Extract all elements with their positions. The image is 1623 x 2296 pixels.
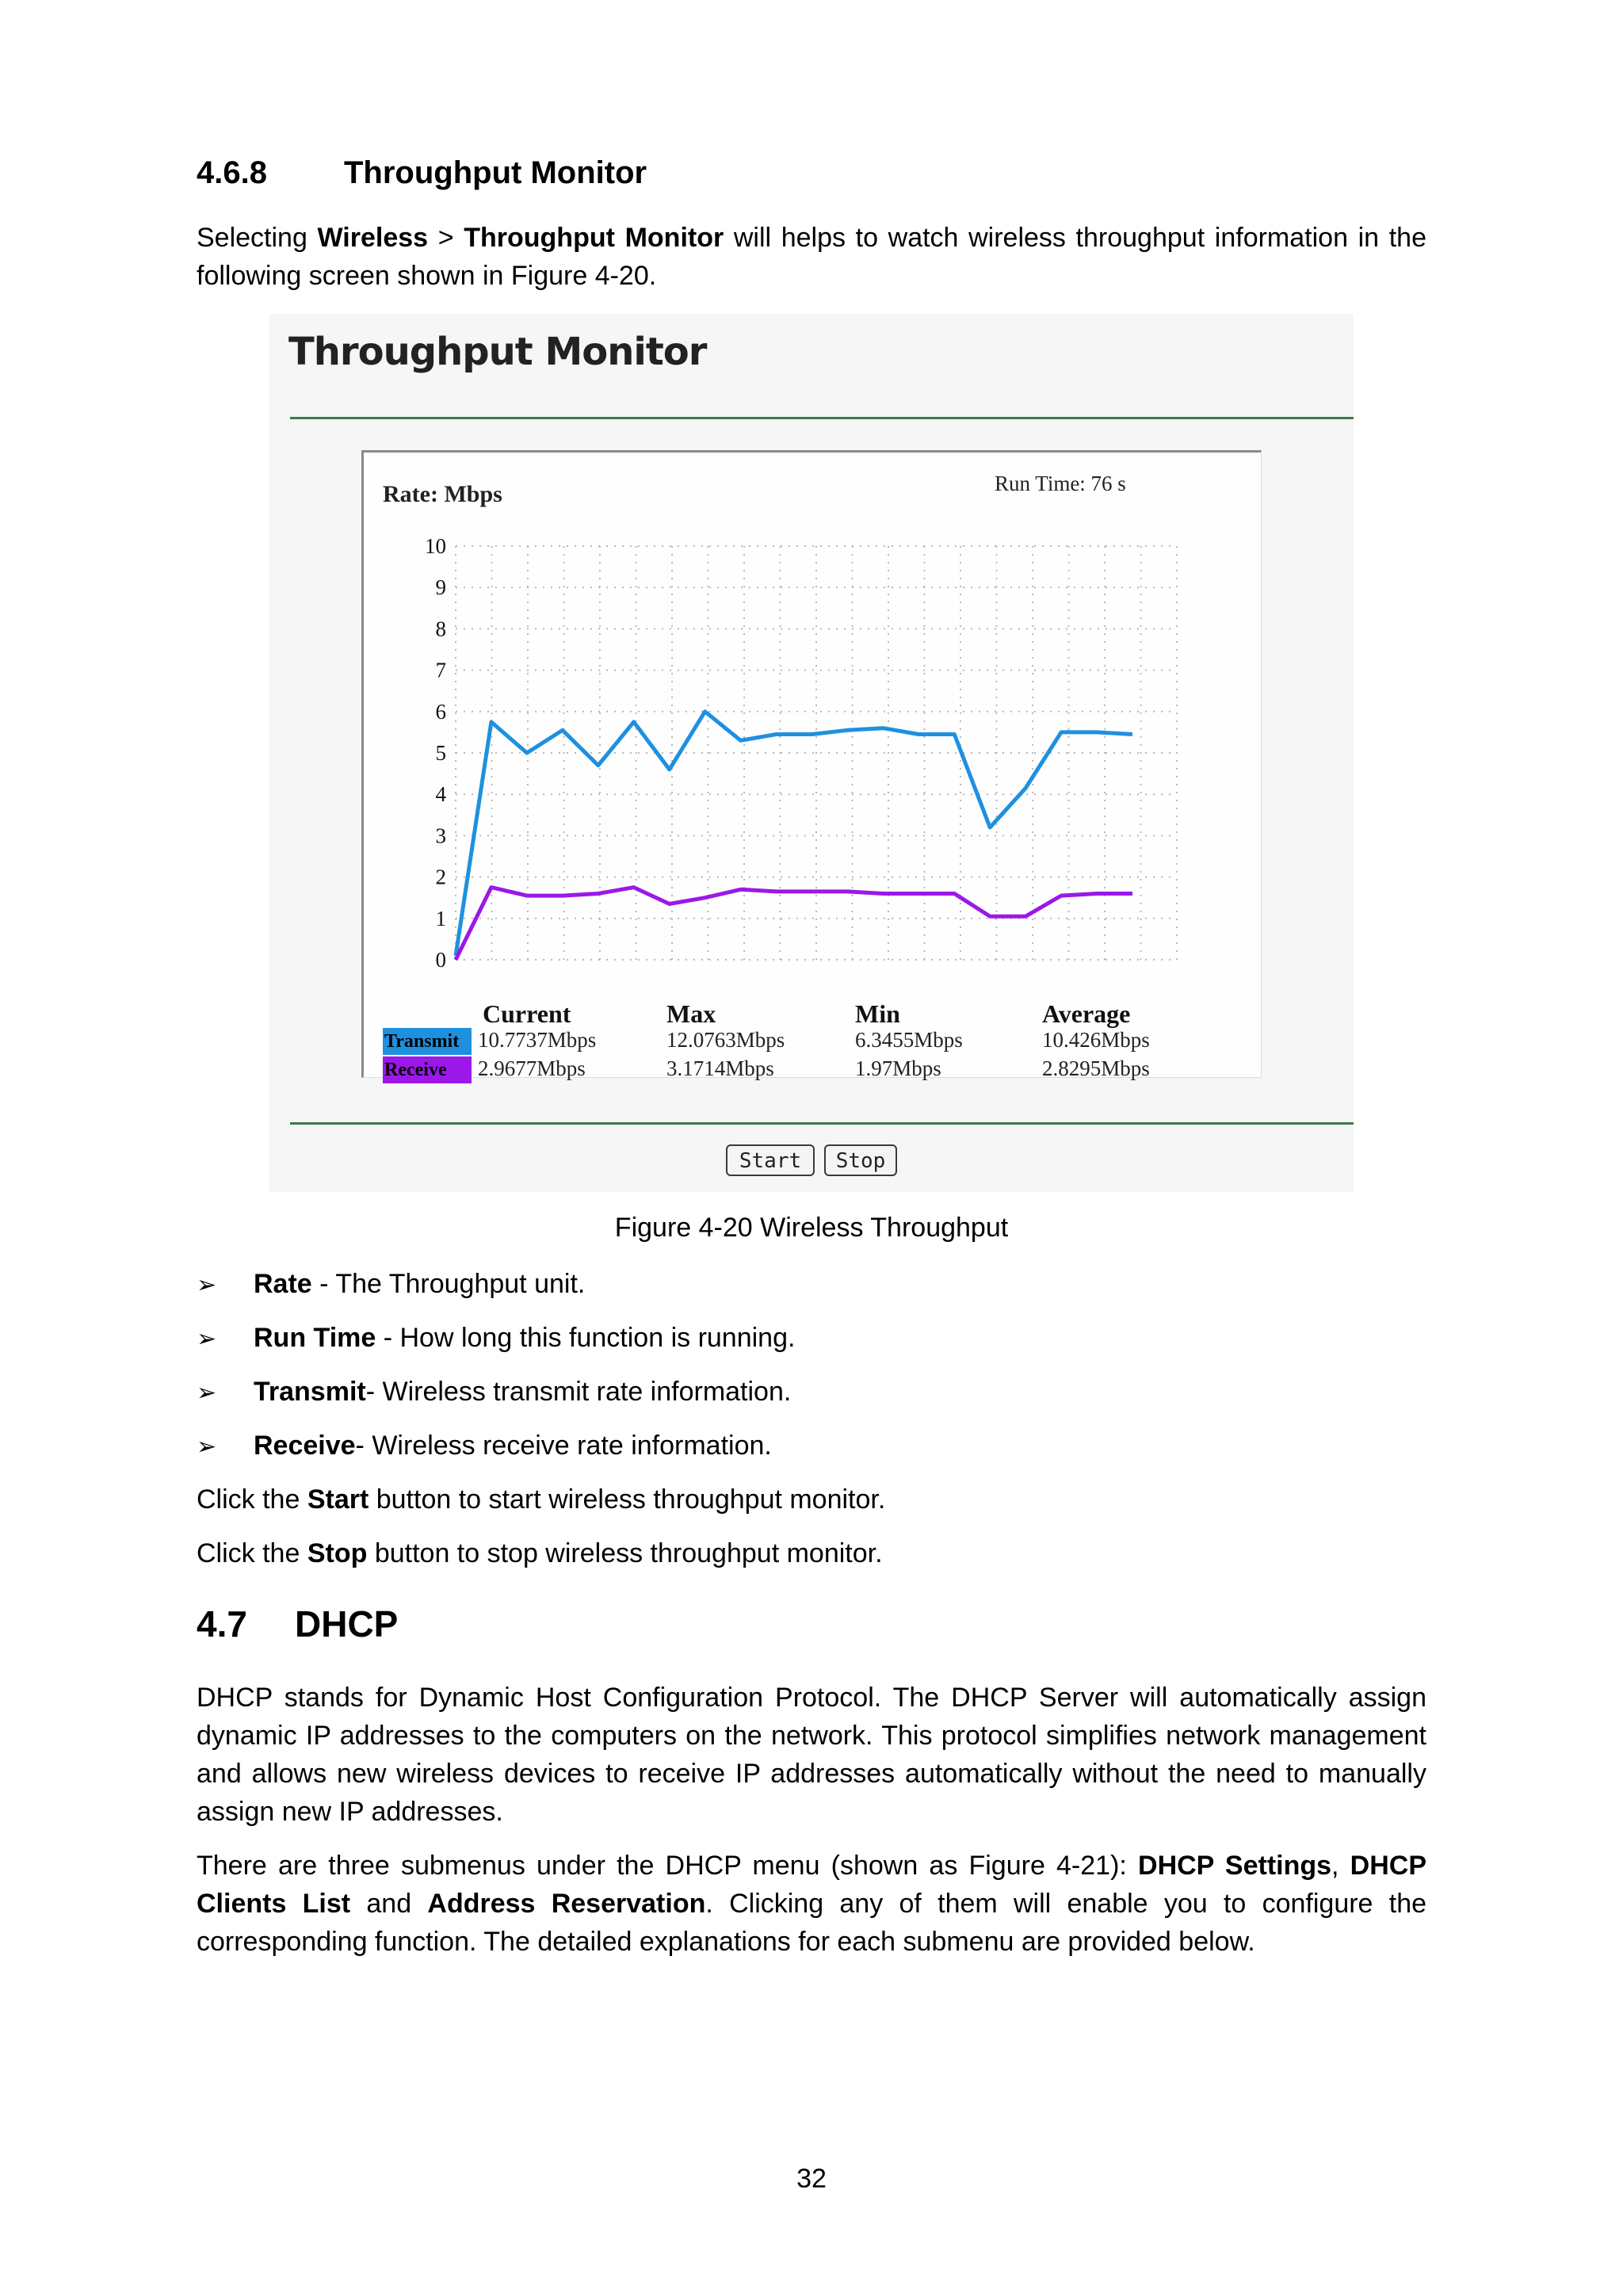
intro-text: will helps to watch wireless throughput information in the following screen shown in Figure 4-20. (197, 223, 1426, 291)
arrow-bullet-icon: ➢ (197, 1433, 217, 1461)
transmit-max: 12.0763Mbps (666, 1028, 785, 1052)
bullet-run-time (197, 1319, 795, 1358)
intro-text: > (428, 223, 464, 253)
bold-dhcp-settings: DHCP Settings (1138, 1851, 1332, 1881)
transmit-current: 10.7737Mbps (478, 1028, 597, 1052)
text: Click the (197, 1538, 307, 1568)
top-divider (290, 417, 1354, 419)
click-start-text (197, 1480, 1426, 1519)
text: There are three submenus under the DHCP menu (shown as Figure 4-21): (197, 1851, 1139, 1881)
bullet-desc: Wireless receive rate information. (372, 1431, 772, 1461)
arrow-bullet-icon: ➢ (197, 1271, 217, 1299)
y-tick-label: 3 (435, 823, 446, 848)
dhcp-paragraph-1: DHCP stands for Dynamic Host Configuration Protocol. The DHCP Server will automatically assign dynamic IP addresses to the computers on the network. This protocol simplifies network management and allows new wireless devices to receive IP addresses automatically without the need to manually assign new IP addresses. (197, 1683, 1426, 1827)
bullet-term: Receive (254, 1431, 356, 1461)
dhcp-title: DHCP (295, 1603, 399, 1645)
bullet-term: Rate (254, 1269, 312, 1299)
text: button to stop wireless throughput monitor. (367, 1538, 883, 1568)
y-tick-label: 2 (435, 865, 446, 889)
arrow-bullet-icon: ➢ (197, 1325, 217, 1353)
bullet-desc: Wireless transmit rate information. (382, 1377, 792, 1407)
click-stop-text (197, 1534, 1426, 1572)
transmit-min: 6.3455Mbps (855, 1028, 963, 1052)
figure-caption: Figure 4-20 Wireless Throughput (614, 1213, 1009, 1243)
bullet-rate (197, 1265, 585, 1305)
series-line-receive (456, 888, 1132, 960)
arrow-bullet-icon: ➢ (197, 1379, 217, 1407)
text: Click the (197, 1484, 307, 1515)
bullet-sep: - (355, 1431, 372, 1461)
transmit-average: 10.426Mbps (1042, 1028, 1150, 1052)
bullet-sep: - (365, 1377, 383, 1407)
bullet-transmit (197, 1373, 791, 1412)
intro-bold-wireless: Wireless (317, 223, 429, 253)
bold-dhcp-clients-list: DHCP Clients List (197, 1851, 1426, 1919)
stop-button[interactable]: Stop (824, 1144, 897, 1176)
intro-bold-throughput: Throughput Monitor (464, 223, 724, 253)
bold-stop: Stop (307, 1538, 368, 1568)
receive-legend: Receive (383, 1056, 472, 1083)
bullet-term: Run Time (254, 1323, 376, 1353)
y-tick-label: 0 (435, 948, 446, 972)
bold-start: Start (307, 1484, 369, 1515)
text: , (1331, 1851, 1350, 1881)
dhcp-number: 4.7 (197, 1603, 247, 1645)
intro-text: Selecting (197, 223, 318, 253)
text: and (350, 1889, 428, 1919)
y-tick-label: 7 (435, 658, 446, 682)
throughput-chart (364, 453, 1261, 1007)
bullet-term: Transmit (254, 1377, 366, 1407)
receive-average: 2.8295Mbps (1042, 1056, 1150, 1080)
throughput-panel (361, 450, 1262, 1078)
dhcp-heading (197, 1603, 398, 1645)
bullet-desc: How long this function is running. (399, 1323, 796, 1353)
run-time: Run Time: 76 s (995, 472, 1126, 495)
bold-address-reservation: Address Reservation (427, 1889, 706, 1919)
text: button to start wireless throughput monitor. (369, 1484, 886, 1515)
section-number: 4.6.8 (197, 155, 267, 190)
bullet-receive (197, 1427, 772, 1466)
receive-max: 3.1714Mbps (666, 1056, 774, 1080)
rate-label: Rate: Mbps (383, 481, 502, 507)
stat-header-average: Average (1042, 999, 1131, 1028)
y-tick-label: 9 (435, 575, 446, 600)
stat-header-min: Min (855, 999, 900, 1028)
stat-header-max: Max (666, 999, 716, 1028)
intro-paragraph (197, 219, 1426, 295)
bullet-desc: The Throughput unit. (335, 1269, 586, 1299)
screenshot-title: Throughput Monitor (288, 330, 707, 374)
receive-current: 2.9677Mbps (478, 1056, 586, 1080)
text: . Clicking any of them will enable you to configure the corresponding function. The detailed explanations for each submenu are provided below. (197, 1889, 1427, 1957)
bullet-sep: - (311, 1269, 336, 1299)
y-tick-label: 5 (435, 741, 446, 765)
y-tick-label: 6 (435, 699, 446, 724)
y-tick-label: 10 (425, 534, 446, 558)
throughput-screenshot (269, 314, 1354, 1192)
dhcp-paragraph-2 (197, 1847, 1426, 1961)
y-tick-label: 1 (435, 906, 446, 930)
page-number: 32 (796, 2164, 827, 2194)
section-title: Throughput Monitor (344, 155, 647, 190)
y-tick-label: 8 (435, 617, 446, 641)
series-line-transmit (456, 712, 1132, 956)
receive-min: 1.97Mbps (855, 1056, 941, 1080)
section-heading (197, 155, 647, 191)
stat-header-current: Current (483, 999, 571, 1028)
y-tick-label: 4 (435, 782, 446, 807)
start-button[interactable]: Start (726, 1144, 815, 1176)
bottom-divider (290, 1122, 1354, 1125)
bullet-sep: - (376, 1323, 400, 1353)
transmit-legend: Transmit (383, 1028, 472, 1055)
